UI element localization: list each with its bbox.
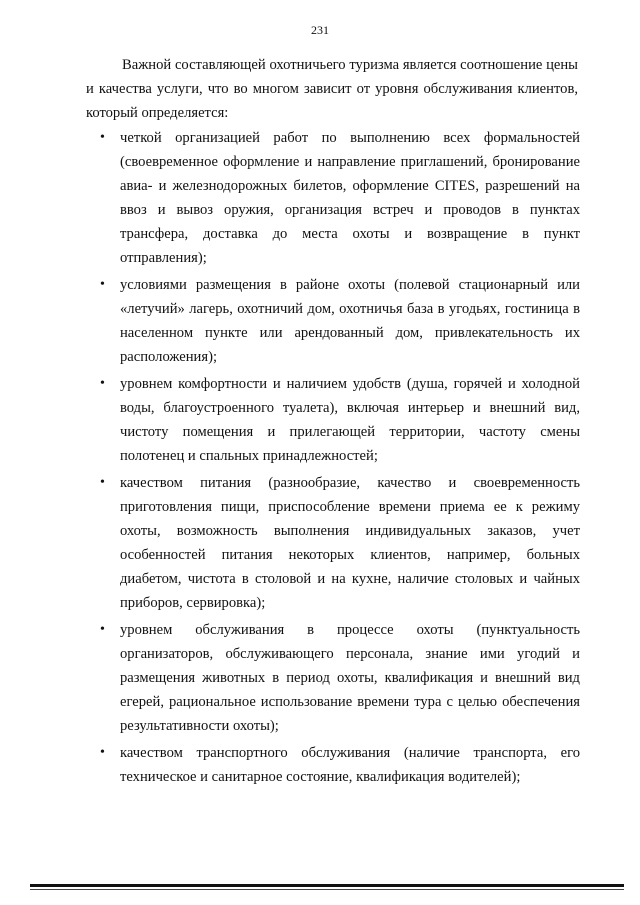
- list-item: [100, 126, 580, 270]
- bullet-icon: •: [100, 745, 105, 760]
- bullet-list: [100, 126, 580, 792]
- list-item-text: четкой организацией работ по выполнению всех формальностей (своевременное оформление и направление приглашений, бронирование авиа- и железнодорожных билетов, оформление CITES, разрешений на ввоз и вывоз оружия, организация встреч и проводов в пунктах трансфера, доставка до места охоты и возвращение в пункт отправления);: [120, 130, 580, 266]
- list-item-text: качеством питания (разнообразие, качество и своевременность приготовления пищи, приспособление времени приема ее к режиму охоты, возможность выполнения индивидуальных заказов, учет особенностей питания некоторых клиентов, например, больных диабетом, чистота в столовой и на кухне, наличие столовых и чайных приборов, сервировка);: [120, 475, 580, 611]
- bottom-divider-thin: [30, 889, 624, 890]
- intro-paragraph: Важной составляющей охотничьего туризма является соотношение цены и качества услуги, что во многом зависит от уровня обслуживания клиентов, который определяется:: [86, 57, 578, 121]
- list-item: [100, 471, 580, 615]
- bullet-icon: •: [100, 475, 105, 490]
- bullet-icon: •: [100, 376, 105, 391]
- bullet-icon: •: [100, 130, 105, 145]
- bullet-icon: •: [100, 277, 105, 292]
- list-item: [100, 618, 580, 738]
- list-item-text: условиями размещения в районе охоты (полевой стационарный или «летучий» лагерь, охотничий дом, охотничья база в угодьях, гостиница в населенном пункте или арендованный дом, привлекательность их расположения);: [120, 277, 580, 365]
- list-item: [100, 273, 580, 369]
- list-item: [100, 372, 580, 468]
- list-item-text: уровнем обслуживания в процессе охоты (пунктуальность организаторов, обслуживающего персонала, знание ими угодий и размещения животных в период охоты, квалификация и внешний вид егерей, рациональное использование времени тура с целью обеспечения результативности охоты);: [120, 622, 580, 734]
- list-item-text: качеством транспортного обслуживания (наличие транспорта, его техническое и санитарное состояние, квалификация водителей);: [120, 745, 580, 785]
- page-number: 231: [311, 23, 329, 37]
- list-item: [100, 741, 580, 789]
- bottom-divider: [30, 884, 624, 887]
- bullet-icon: •: [100, 622, 105, 637]
- list-item-text: уровнем комфортности и наличием удобств (душа, горячей и холодной воды, благоустроенного туалета), включая интерьер и внешний вид, чистоту помещения и прилегающей территории, частоту смены полотенец и спальных принадлежностей;: [120, 376, 580, 464]
